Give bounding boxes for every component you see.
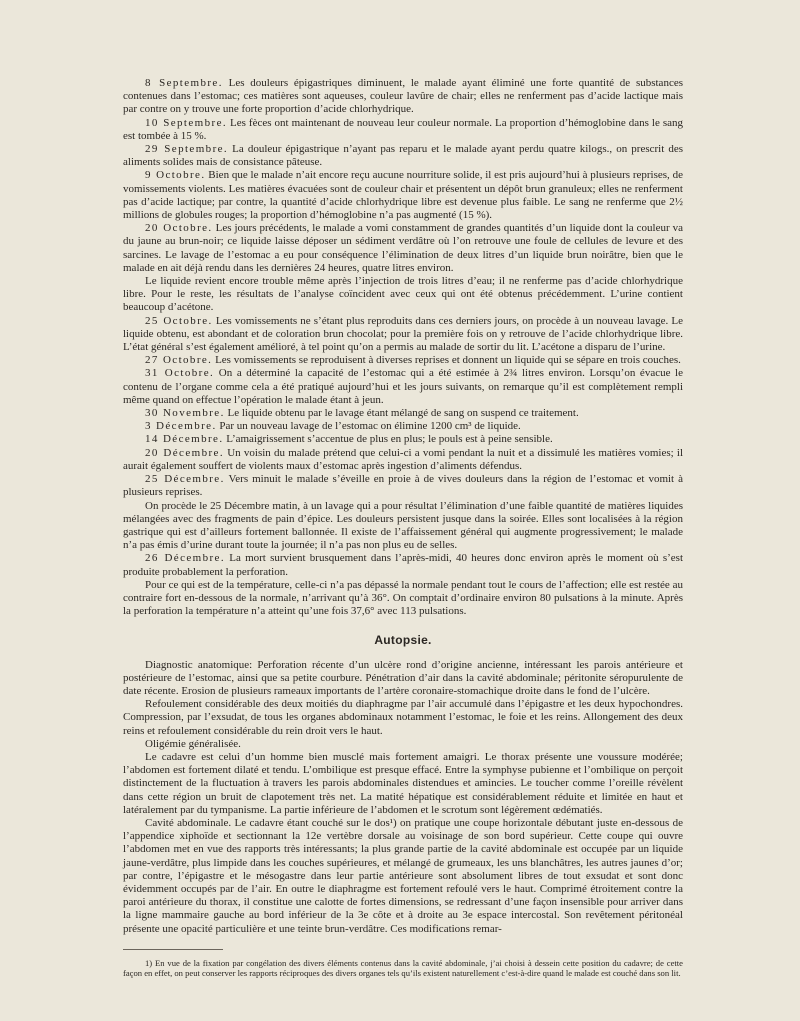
- entry-text: L’amaigrissement s’accentue de plus en plus; le pouls est à peine sensible.: [223, 433, 553, 446]
- journal-entry: [123, 77, 683, 117]
- entry-text: Bien que le malade n’ait encore reçu aucune nourriture solide, il est pris aujourd’hui à plusieurs reprises, de vomissements violents. Les matières évacuées sont de couleur chair et présentent un dépôt brun granuleux; elles ne renferment pas d’acide lactique; par contre, la quantité d’acide chlorhydrique libre est devenue plus faible. Le sang ne renferme que 2½ millions de globules rouges; la proportion d’hémoglobine n’a pas augmenté (15 %).: [123, 169, 683, 222]
- entry-date: 8 Septembre.: [145, 77, 223, 89]
- journal-entry: [123, 367, 683, 407]
- entry-text: Vers minuit le malade s’éveille en proie à de vives douleurs dans la région de l’estomac et vomit à plusieurs reprises.: [123, 473, 683, 499]
- journal-entry: [123, 222, 683, 275]
- entry-date: 20 Octobre.: [145, 222, 213, 235]
- autopsy-paragraph-cadavre: Le cadavre est celui d’un homme bien musclé mais fortement amaigri. Le thorax présente une voussure modérée; l’abdomen est fortement dilaté et tendu. L’ombilique est presque effacé. Entre la symphyse pubienne et l’ombilique on perçoit distinctement de la fluctuation à travers les parois abdominales distendues et amincies. Le toucher comme l’oreille révèlent dans cette région un bruit de clapotement très net. La matité hépatique est considérablement réduite et limitée en haut et latéralement par du tympanisme. La partie inférieure de l’abdomen et le scrotum sont légèrement œdématiés.: [123, 750, 683, 816]
- entry-text: Les vomissements ne s’étant plus reproduits dans ces derniers jours, on procède à un nouveau lavage. Le liquide obtenu, est abondant et de coloration brun chocolat; pour la première fois on y retrouve de l’acide chlorhydrique libre. L’état général s’est également amélioré, à tel point qu’on a permis au malade de sortir du lit. L’acétone a disparu de l’urine.: [123, 314, 683, 354]
- entry-date: 27 Octobre.: [145, 354, 213, 367]
- entry-text: Pour ce qui est de la température, celle-ci n’a pas dépassé la normale pendant tout le cours de l’affection; elle est restée au contraire fort en-dessous de la normale, n’arrivant qu’à 36°. On comptait d’ordinaire environ 80 pulsations à la minute. Après la perforation la température n’a atteint qu’une fois 37,6° avec 113 pulsations.: [123, 578, 683, 618]
- journal-entry: [123, 117, 683, 143]
- section-heading-autopsie: Autopsie.: [374, 633, 432, 648]
- entry-date: 20 Décembre.: [145, 446, 224, 459]
- entry-text: On a déterminé la capacité de l’estomac qui a été estimée à 2¾ litres environ. Lorsqu’on évacue le contenu de l’organe comme cela a été pratiqué aujourd’hui et les jours suivants, on remarque qu’il est complètement rempli même quand on effectue l’opération le malade étant à jeun.: [123, 367, 684, 406]
- entry-text: Les vomissements se reproduisent à diverses reprises et donnent un liquide qui se sépare en trois couches.: [212, 354, 681, 367]
- journal-entry: [123, 447, 683, 473]
- entry-date: 25 Décembre.: [145, 473, 225, 486]
- clinical-journal: [123, 77, 683, 618]
- entry-date: 30 Novembre.: [145, 407, 225, 420]
- entry-date: 14 Décembre.: [145, 433, 224, 446]
- journal-entry: [123, 552, 683, 578]
- footnote-divider: [123, 949, 223, 950]
- journal-entry: [123, 420, 683, 433]
- entry-text: La douleur épigastrique n’ayant pas reparu et le malade ayant perdu quatre kilogs., on prescrit des aliments solides mais de consistance pâteuse.: [123, 143, 683, 169]
- entry-text: Les fèces ont maintenant de nouveau leur couleur normale. La proportion d’hémoglobine dans le sang est tombée à 15 %.: [123, 116, 684, 142]
- autopsy-paragraph-diagnostic: Diagnostic anatomique: Perforation récente d’un ulcère rond d’origine ancienne, intéressant les parois antérieure et postérieure de l’estomac, ainsi que sa petite courbure. Pénétration d’air dans la cavité abdominale; péritonite séropurulente de date récente. Erosion de plusieurs rameaux importants de l’artère coronaire-stomachique droite dans le fond de l’ulcère.: [123, 658, 683, 697]
- journal-entry: [123, 143, 683, 169]
- journal-entry: [123, 275, 683, 315]
- journal-entry: [123, 407, 683, 420]
- entry-text: On procède le 25 Décembre matin, à un lavage qui a pour résultat l’élimination d’une faible quantité de matières liquides mélangées avec des fragments de pain d’épice. Les douleurs persistent jusque dans la soirée. Elles sont localisées à la région gastrique qui est d’ailleurs fortement ballonnée. Il existe de l’affaissement général qui augmente progressivement; le malade n’a pas émis d’urine durant toute la journée; il n’a pas non plus eu de selles.: [123, 499, 683, 552]
- autopsy-paragraph-refoulement: Refoulement considérable des deux moitiés du diaphragme par l’air accumulé dans l’épigastre et les deux hypochondres. Compression, par l’exsudat, de tous les organes abdominaux notamment l’estomac, le foie et les reins. Allongement des deux reins et refoulement considérable du rein droit vers le haut.: [123, 698, 683, 737]
- entry-date: 25 Octobre.: [145, 314, 213, 327]
- journal-entry: [123, 500, 683, 553]
- journal-entry: [123, 579, 683, 619]
- journal-entry: [123, 473, 683, 499]
- entry-text: Le liquide obtenu par le lavage étant mélangé de sang on suspend ce traitement.: [224, 407, 579, 420]
- entry-date: 9 Octobre.: [145, 169, 206, 182]
- entry-text: Un voisin du malade prétend que celui-ci a vomi pendant la nuit et a dissimulé les matières vomies; il aurait également souffert de violents maux d’estomac après ingestion d’aliments défendus.: [123, 446, 684, 472]
- entry-text: Les douleurs épigastriques diminuent, le malade ayant éliminé une forte quantité de substances contenues dans l’estomac; ces matières sont aqueuses, couleur lavûre de chair; elles ne renferment pas d’acide lactique mais par contre on y trouve une forte proportion d’acide chlorhydrique.: [123, 77, 683, 116]
- entry-text: Par un nouveau lavage de l’estomac on élimine 1200 cm³ de liquide.: [216, 420, 521, 433]
- autopsy-paragraph-oligemie: Oligémie généralisée.: [145, 737, 241, 750]
- entry-date: 31 Octobre.: [145, 367, 215, 380]
- autopsy-paragraph-cavite-abdominale: Cavité abdominale. Le cadavre étant couché sur le dos¹) on pratique une coupe horizontale débutant juste en-dessous de l’appendice xiphoïde et sectionnant la 12e vertèbre dorsale au voisinage de son bord supérieur. Cette coupe qui ouvre l’abdomen met en vue des rapports très intéressants; la plus grande partie de la cavité abdominale est occupée par un liquide jaune-verdâtre, plus limpide dans les couches supérieures, et mélangé de grumeaux, les uns blanchâtres, les autres jaunes d’or; par contre, l’épigastre et le mésogastre dans leur partie antérieure sont absolument libres de tout exsudat et sont donc évidemment occupés par de l’air. En outre le diaphragme est fortement refoulé vers le haut. Comprimé étroitement contre la paroi antérieure du thorax, il constitue une calotte de fortes dimensions, se redressant d’une façon insensible pour arriver dans la ligne mammaire gauche au bord inférieur de la 3e côte et à droite au 3e espace intercostal. Son revêtement péritonéal présente une opacité particulière et une teinte brun-verdâtre. Ces modifications remar-: [123, 816, 683, 935]
- entry-text: La mort survient brusquement dans l’après-midi, 40 heures donc environ après le moment où s’est produite probablement la perforation.: [123, 552, 683, 578]
- journal-entry: [123, 433, 683, 446]
- journal-entry: [123, 315, 683, 355]
- entry-text: Les jours précédents, le malade a vomi constamment de grandes quantités d’un liquide dont la couleur va du jaune au brun-noir; ce liquide laisse déposer un sédiment verdâtre où l’on retrouve une foule de cellules de levure et des sarcines. Le lavage de l’estomac a eu pour conséquence l’élimination de deux litres d’un liquide brun noirâtre, bien que le malade en ait déjà rendu dans les dernières 24 heures, quatre litres environ.: [123, 222, 684, 274]
- footnote: 1) En vue de la fixation par congélation des divers éléments contenus dans la cavité abdominale, j’ai choisi à dessein cette position du cadavre; de cette façon en effet, on peut conserver les rapports réciproques des divers organes tels qu’ils existent naturellement c’est-à-dire quand le malade est couché dans son lit.: [123, 957, 683, 979]
- journal-entry: [123, 169, 683, 222]
- entry-date: 29 Septembre.: [145, 143, 229, 156]
- entry-date: 10 Septembre.: [145, 116, 228, 129]
- page-body: [123, 77, 683, 979]
- entry-date: 26 Décembre.: [145, 552, 225, 565]
- entry-text: Le liquide revient encore trouble même après l’injection de trois litres d’eau; il ne renferme pas d’acide chlorhydrique libre. Pour le reste, les résultats de l’analyse coïncident avec ceux qui ont été obtenus précédemment. L’urine contient beaucoup d’acétone.: [123, 275, 683, 314]
- entry-date: 3 Décembre.: [145, 420, 217, 433]
- journal-entry: [123, 354, 683, 367]
